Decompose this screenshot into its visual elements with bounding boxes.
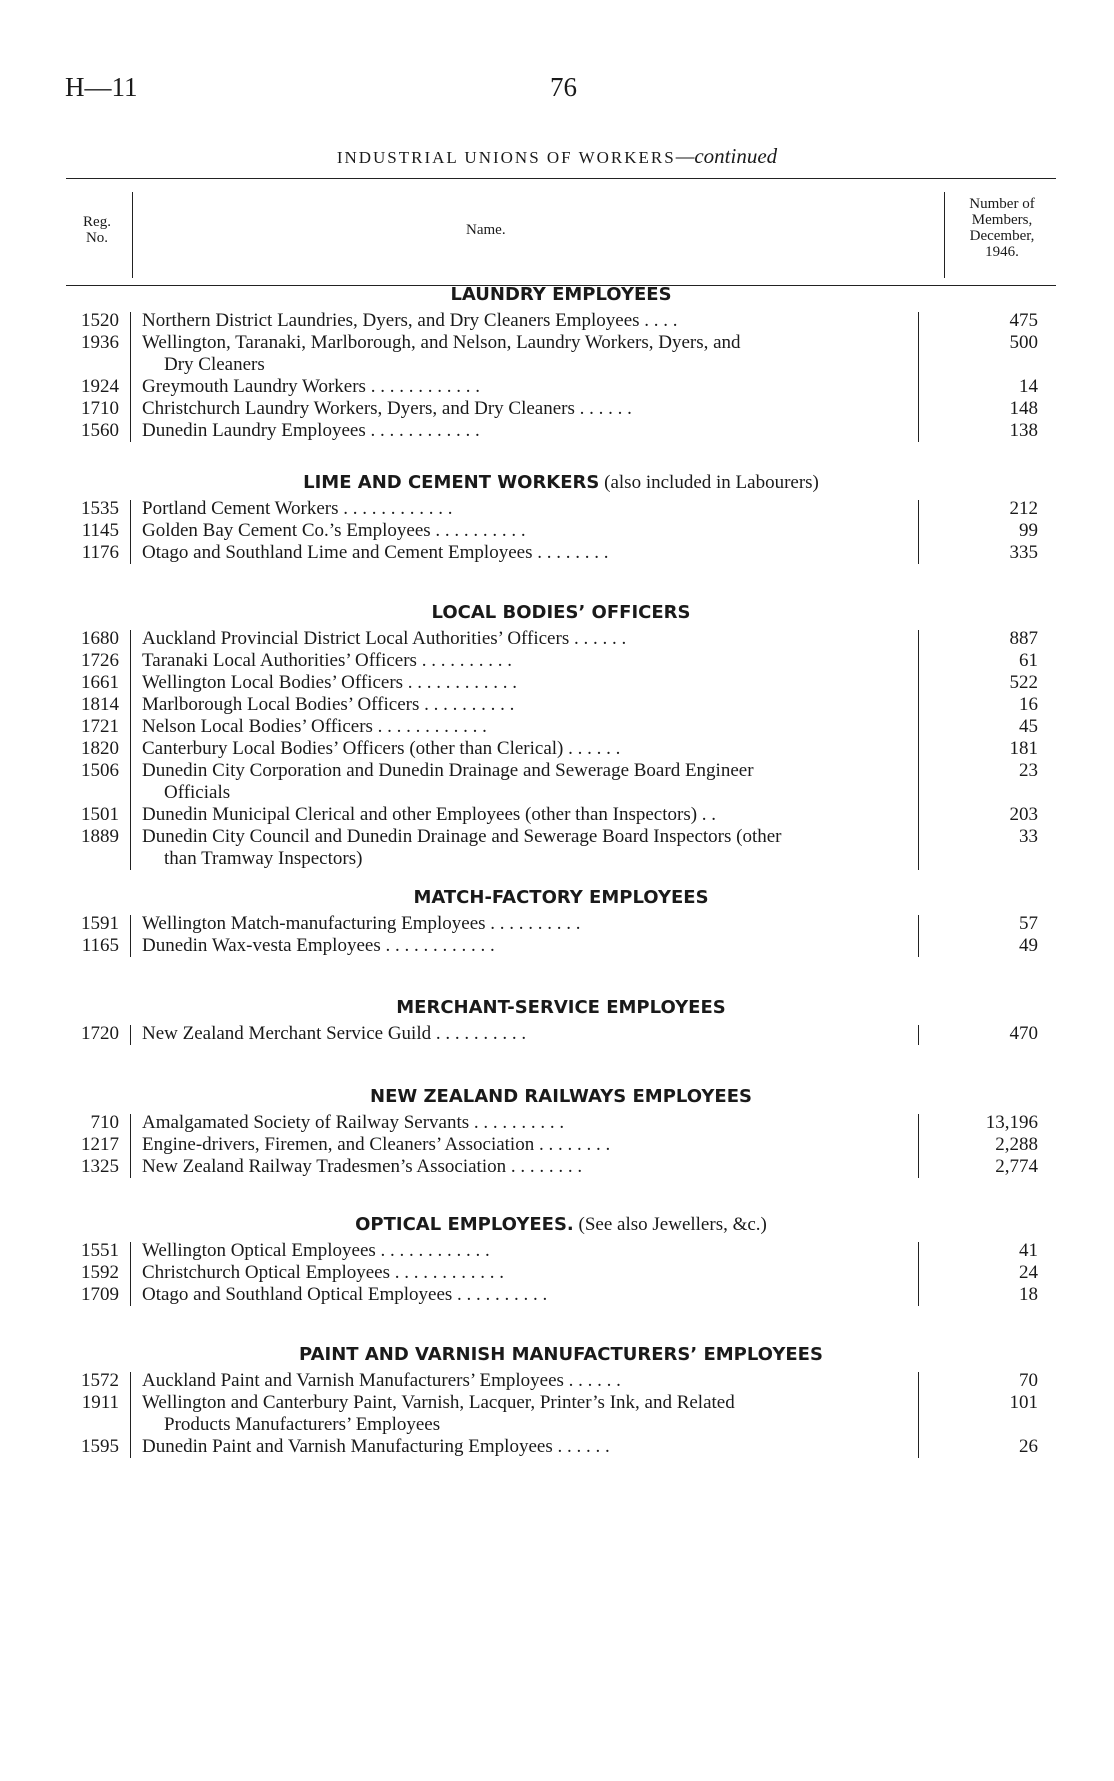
reg-number: 1709: [81, 1284, 119, 1305]
table-row: [66, 716, 1056, 738]
table-row: [66, 760, 1056, 804]
table-row: [66, 376, 1056, 398]
table-row: [66, 1392, 1056, 1436]
union-name: [138, 398, 1004, 420]
reg-number: 1325: [81, 1156, 119, 1177]
member-count: 148: [1009, 398, 1038, 419]
table-header: [66, 178, 1056, 286]
reg-number: 1820: [81, 738, 119, 759]
column-rule: [130, 1242, 131, 1306]
union-name: [138, 420, 1004, 442]
section-rows: [66, 913, 1056, 957]
reg-number: 1560: [81, 420, 119, 441]
union-name-text: New Zealand Railway Tradesmen’s Association . . . . . . . .: [142, 1156, 583, 1177]
page-header: [62, 72, 1052, 112]
union-name-text: Wellington and Canterbury Paint, Varnish, Lacquer, Printer’s Ink, and Related: [142, 1392, 735, 1413]
table-row: [66, 672, 1056, 694]
member-count: 57: [1019, 913, 1038, 934]
member-count: 61: [1019, 650, 1038, 671]
table-row: [66, 694, 1056, 716]
reg-number: 1501: [81, 804, 119, 825]
member-count: 101: [1009, 1392, 1038, 1413]
union-name: [138, 332, 1004, 376]
section-rows: [66, 498, 1056, 564]
union-name-text: Christchurch Optical Employees . . . . . . . . . . . .: [142, 1262, 504, 1283]
header-name: Name.: [466, 222, 506, 238]
member-count: 14: [1019, 376, 1038, 397]
union-name: [138, 935, 1004, 957]
union-name-text: Golden Bay Cement Co.’s Employees . . . . . . . . . .: [142, 520, 526, 541]
section-note: (also included in Labourers): [599, 472, 819, 493]
union-name: [138, 716, 1004, 738]
union-name: [138, 738, 1004, 760]
union-name-text: Taranaki Local Authorities’ Officers . . . . . . . . . .: [142, 650, 512, 671]
table-row: [66, 520, 1056, 542]
union-name-text: Portland Cement Workers . . . . . . . . . . . .: [142, 498, 453, 519]
member-count: 16: [1019, 694, 1038, 715]
reg-number: 1889: [81, 826, 119, 847]
section: [66, 883, 1056, 957]
reg-number: 1535: [81, 498, 119, 519]
union-name-continuation: Products Manufacturers’ Employees: [164, 1414, 441, 1435]
header-members-line: Number of: [969, 196, 1035, 212]
column-rule: [918, 1025, 919, 1045]
section: [66, 1340, 1056, 1458]
reg-number: 1726: [81, 650, 119, 671]
column-rule: [130, 1372, 131, 1458]
header-top-rule: [66, 178, 1056, 179]
section-title: [66, 1210, 1056, 1240]
reg-number: 1680: [81, 628, 119, 649]
member-count: 500: [1009, 332, 1038, 353]
table-row: [66, 542, 1056, 564]
section-rows: [66, 1023, 1056, 1045]
header-reg-no: [66, 214, 128, 246]
reg-number: 1506: [81, 760, 119, 781]
column-rule: [918, 500, 919, 564]
section: [66, 1082, 1056, 1178]
table-row: [66, 826, 1056, 870]
union-name-text: Amalgamated Society of Railway Servants . . . . . . . . . .: [142, 1112, 565, 1133]
section: [66, 1210, 1056, 1306]
section-title-text: MERCHANT-SERVICE EMPLOYEES: [396, 997, 726, 1018]
table-row: [66, 804, 1056, 826]
union-name-text: Dunedin Laundry Employees . . . . . . . . . . . .: [142, 420, 480, 441]
union-name: [138, 1156, 1004, 1178]
member-count: 70: [1019, 1370, 1038, 1391]
column-rule: [918, 1372, 919, 1458]
table-row: [66, 1284, 1056, 1306]
table-row: [66, 420, 1056, 442]
member-count: 99: [1019, 520, 1038, 541]
member-count: 2,288: [995, 1134, 1038, 1155]
section-rows: [66, 1240, 1056, 1306]
union-name-text: Wellington Optical Employees . . . . . . . . . . . .: [142, 1240, 490, 1261]
union-name: [138, 520, 1004, 542]
page-title: [0, 144, 1114, 169]
union-name: [138, 1023, 1004, 1045]
table-row: [66, 1023, 1056, 1045]
union-name-text: Auckland Provincial District Local Authorities’ Officers . . . . . .: [142, 628, 627, 649]
union-name: [138, 1134, 1004, 1156]
section-title-text: OPTICAL EMPLOYEES.: [355, 1214, 574, 1235]
section-rows: [66, 310, 1056, 442]
section-title-text: NEW ZEALAND RAILWAYS EMPLOYEES: [370, 1086, 752, 1107]
column-rule: [130, 915, 131, 957]
union-name: [138, 376, 1004, 398]
table-row: [66, 332, 1056, 376]
section: [66, 598, 1056, 870]
column-rule: [130, 1025, 131, 1045]
member-count: 203: [1009, 804, 1038, 825]
union-name-text: Northern District Laundries, Dyers, and Dry Cleaners Employees . . . .: [142, 310, 678, 331]
table-row: [66, 1156, 1056, 1178]
column-rule: [918, 630, 919, 870]
member-count: 181: [1009, 738, 1038, 759]
union-name: [138, 1112, 1004, 1134]
member-count: 49: [1019, 935, 1038, 956]
member-count: 33: [1019, 826, 1038, 847]
member-count: 212: [1009, 498, 1038, 519]
union-name-text: Wellington Local Bodies’ Officers . . . . . . . . . . . .: [142, 672, 518, 693]
reg-number: 1924: [81, 376, 119, 397]
union-name: [138, 1436, 1004, 1458]
table-row: [66, 1436, 1056, 1458]
union-name: [138, 498, 1004, 520]
section: [66, 280, 1056, 442]
section-title: [66, 468, 1056, 498]
union-name-continuation: Dry Cleaners: [164, 354, 265, 375]
page-number: 76: [550, 72, 577, 102]
union-name: [138, 1284, 1004, 1306]
table-row: [66, 738, 1056, 760]
header-members: [946, 196, 1058, 260]
header-divider: [132, 192, 133, 278]
member-count: 13,196: [985, 1112, 1038, 1133]
union-name-text: Marlborough Local Bodies’ Officers . . . . . . . . . .: [142, 694, 515, 715]
table-row: [66, 913, 1056, 935]
section-title-text: MATCH-FACTORY EMPLOYEES: [413, 887, 709, 908]
union-name: [138, 913, 1004, 935]
column-rule: [918, 1242, 919, 1306]
member-count: 23: [1019, 760, 1038, 781]
column-rule: [918, 1114, 919, 1178]
member-count: 470: [1009, 1023, 1038, 1044]
union-name: [138, 694, 1004, 716]
union-name: [138, 672, 1004, 694]
page-reference: H—11: [65, 72, 138, 102]
member-count: 2,774: [995, 1156, 1038, 1177]
table-row: [66, 1240, 1056, 1262]
union-name: [138, 826, 1004, 870]
reg-number: 1592: [81, 1262, 119, 1283]
union-name-text: Wellington Match-manufacturing Employees . . . . . . . . . .: [142, 913, 581, 934]
section-rows: [66, 628, 1056, 870]
table-row: [66, 628, 1056, 650]
column-rule: [130, 1114, 131, 1178]
section-rows: [66, 1112, 1056, 1178]
column-rule: [130, 500, 131, 564]
union-name-text: Dunedin Municipal Clerical and other Employees (other than Inspectors) . .: [142, 804, 717, 825]
column-rule: [918, 312, 919, 442]
member-count: 522: [1009, 672, 1038, 693]
table-row: [66, 650, 1056, 672]
table-row: [66, 310, 1056, 332]
reg-number: 1520: [81, 310, 119, 331]
union-name-text: Engine-drivers, Firemen, and Cleaners’ Association . . . . . . . .: [142, 1134, 611, 1155]
reg-number: 1217: [81, 1134, 119, 1155]
section-title-text: LOCAL BODIES’ OFFICERS: [431, 602, 691, 623]
member-count: 138: [1009, 420, 1038, 441]
union-name-text: Otago and Southland Lime and Cement Employees . . . . . . . .: [142, 542, 609, 563]
reg-number: 1595: [81, 1436, 119, 1457]
section-title: [66, 993, 1056, 1023]
union-name-text: Dunedin City Council and Dunedin Drainage and Sewerage Board Inspectors (other: [142, 826, 782, 847]
union-name: [138, 1262, 1004, 1284]
union-name-text: Dunedin City Corporation and Dunedin Drainage and Sewerage Board Engineer: [142, 760, 754, 781]
section-title: [66, 1340, 1056, 1370]
union-name-text: Christchurch Laundry Workers, Dyers, and Dry Cleaners . . . . . .: [142, 398, 632, 419]
table-row: [66, 935, 1056, 957]
header-divider: [944, 192, 945, 278]
header-members-line: Members,: [971, 212, 1033, 228]
section: [66, 468, 1056, 564]
table-row: [66, 398, 1056, 420]
reg-number: 1911: [81, 1392, 119, 1413]
reg-number: 1551: [81, 1240, 119, 1261]
union-name: [138, 650, 1004, 672]
union-name: [138, 1370, 1004, 1392]
union-name-text: Auckland Paint and Varnish Manufacturers’ Employees . . . . . .: [142, 1370, 621, 1391]
reg-number: 1176: [81, 542, 119, 563]
reg-number: 1710: [81, 398, 119, 419]
union-name-text: Greymouth Laundry Workers . . . . . . . . . . . .: [142, 376, 480, 397]
union-name: [138, 804, 1004, 826]
member-count: 41: [1019, 1240, 1038, 1261]
member-count: 887: [1009, 628, 1038, 649]
reg-number: 1145: [81, 520, 119, 541]
union-name: [138, 628, 1004, 650]
union-name: [138, 1240, 1004, 1262]
reg-number: 1661: [81, 672, 119, 693]
reg-number: 710: [90, 1112, 119, 1133]
member-count: 18: [1019, 1284, 1038, 1305]
reg-number: 1814: [81, 694, 119, 715]
union-name-text: New Zealand Merchant Service Guild . . . . . . . . . .: [142, 1023, 527, 1044]
union-name-text: Otago and Southland Optical Employees . . . . . . . . . .: [142, 1284, 548, 1305]
section-title: [66, 1082, 1056, 1112]
union-name-text: Dunedin Paint and Varnish Manufacturing Employees . . . . . .: [142, 1436, 610, 1457]
reg-number: 1572: [81, 1370, 119, 1391]
column-rule: [130, 630, 131, 870]
reg-number: 1591: [81, 913, 119, 934]
section-title: [66, 280, 1056, 310]
member-count: 335: [1009, 542, 1038, 563]
table-row: [66, 1262, 1056, 1284]
table-row: [66, 1134, 1056, 1156]
section-title: [66, 598, 1056, 628]
section-title-text: PAINT AND VARNISH MANUFACTURERS’ EMPLOYEES: [299, 1344, 823, 1365]
header-members-line: December,: [969, 228, 1035, 244]
title-suffix: —continued: [675, 144, 778, 168]
member-count: 475: [1009, 310, 1038, 331]
reg-number: 1936: [81, 332, 119, 353]
column-rule: [918, 915, 919, 957]
header-reg-label: Reg.: [83, 214, 111, 230]
union-name: [138, 542, 1004, 564]
reg-number: 1720: [81, 1023, 119, 1044]
union-name-continuation: Officials: [164, 782, 231, 803]
member-count: 26: [1019, 1436, 1038, 1457]
union-name-text: Wellington, Taranaki, Marlborough, and Nelson, Laundry Workers, Dyers, and: [142, 332, 741, 353]
union-name: [138, 310, 1004, 332]
member-count: 45: [1019, 716, 1038, 737]
section-title-text: LIME AND CEMENT WORKERS: [303, 472, 600, 493]
reg-number: 1165: [81, 935, 119, 956]
title-text: INDUSTRIAL UNIONS OF WORKERS: [336, 148, 676, 167]
column-rule: [130, 312, 131, 442]
union-name-text: Nelson Local Bodies’ Officers . . . . . . . . . . . .: [142, 716, 487, 737]
member-count: 24: [1019, 1262, 1038, 1283]
section-rows: [66, 1370, 1056, 1458]
table-row: [66, 1370, 1056, 1392]
header-no-label: No.: [85, 230, 109, 246]
section-title: [66, 883, 1056, 913]
section: [66, 993, 1056, 1045]
section-note: (See also Jewellers, &c.): [573, 1214, 767, 1235]
section-title-text: LAUNDRY EMPLOYEES: [450, 284, 672, 305]
reg-number: 1721: [81, 716, 119, 737]
table-row: [66, 498, 1056, 520]
union-name: [138, 760, 1004, 804]
union-name-text: Dunedin Wax-vesta Employees . . . . . . . . . . . .: [142, 935, 495, 956]
union-name-text: Canterbury Local Bodies’ Officers (other than Clerical) . . . . . .: [142, 738, 621, 759]
union-name-continuation: than Tramway Inspectors): [164, 848, 363, 869]
table-row: [66, 1112, 1056, 1134]
header-members-line: 1946.: [985, 244, 1019, 260]
union-name: [138, 1392, 1004, 1436]
